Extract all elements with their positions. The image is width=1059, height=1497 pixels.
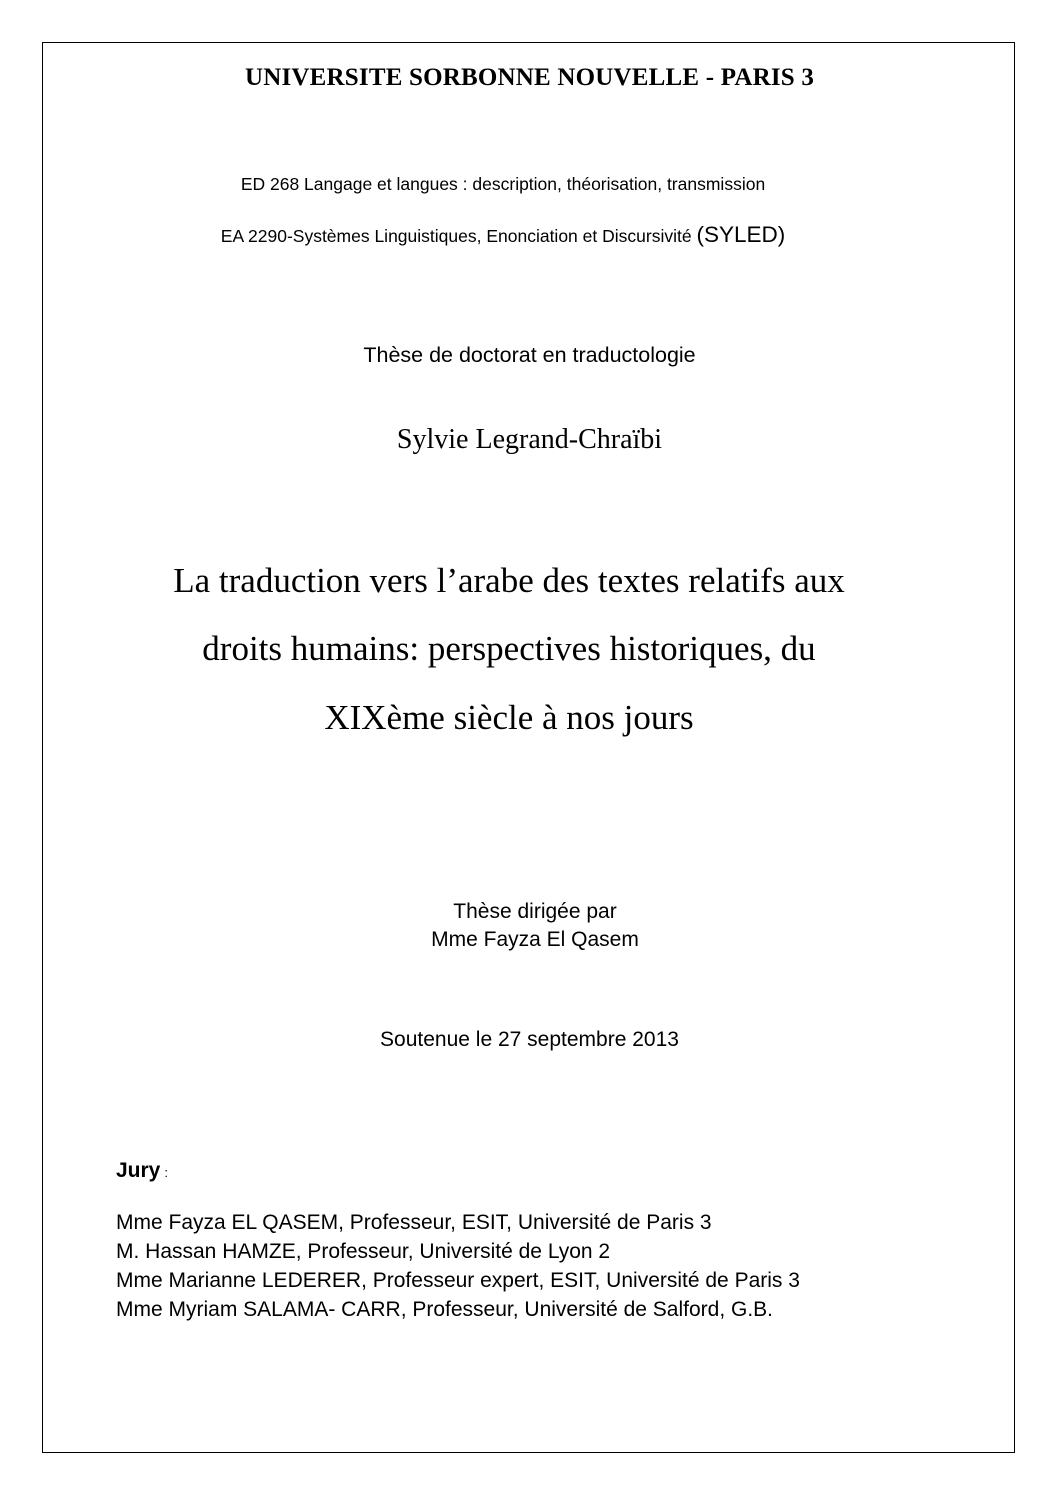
research-unit-acronym: (SYLED)	[696, 222, 786, 247]
jury-heading-label: Jury	[116, 1159, 161, 1182]
author-name: Sylvie Legrand-Chraïbi	[396, 424, 663, 455]
defense-date: Soutenue le 27 septembre 2013	[380, 1028, 679, 1051]
jury-member: Mme Myriam SALAMA- CARR, Professeur, Université de Salford, G.B.	[116, 1298, 774, 1321]
jury-member: Mme Fayza EL QASEM, Professeur, ESIT, Université de Paris 3	[116, 1211, 712, 1234]
thesis-title-line-1: La traduction vers l’arabe des textes relatifs aux	[173, 561, 845, 600]
research-unit-name: EA 2290-Systèmes Linguistiques, Enonciation et Discursivité	[220, 226, 692, 246]
university-name: UNIVERSITE SORBONNE NOUVELLE - PARIS 3	[244, 64, 815, 91]
jury-heading-colon: :	[164, 1165, 168, 1180]
thesis-type: Thèse de doctorat en traductologie	[363, 343, 696, 367]
research-unit	[0, 222, 1006, 248]
jury-list	[116, 1208, 800, 1324]
jury-member: Mme Marianne LEDERER, Professeur expert, ESIT, Université de Paris 3	[116, 1269, 800, 1292]
supervision-label: Thèse dirigée par	[453, 900, 617, 923]
thesis-title-line-3: XIXème siècle à nos jours	[324, 698, 694, 737]
thesis-title-line-2: droits humains: perspectives historiques, du	[202, 629, 816, 668]
jury-member: M. Hassan HAMZE, Professeur, Université de Lyon 2	[116, 1240, 611, 1263]
supervisor-name: Mme Fayza El Qasem	[431, 928, 639, 951]
doctoral-school: ED 268 Langage et langues : description, théorisation, transmission	[240, 174, 766, 194]
jury-heading	[116, 1159, 168, 1183]
